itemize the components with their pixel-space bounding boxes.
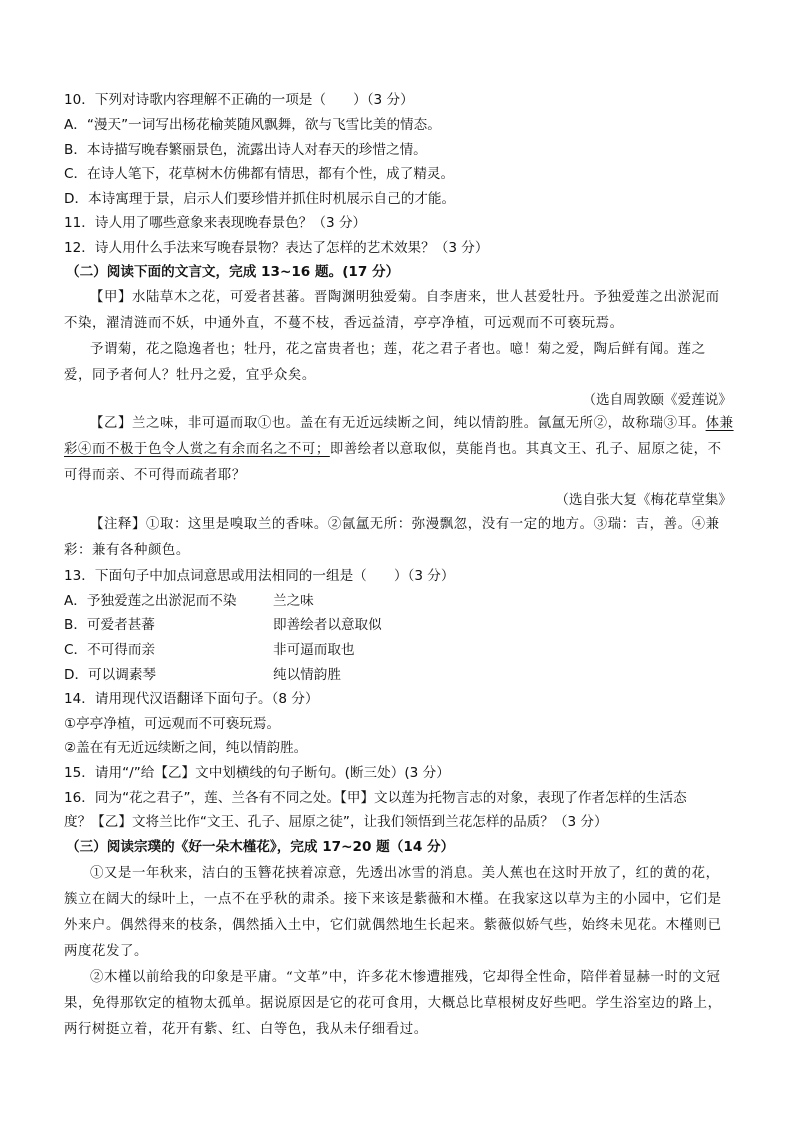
question-14-item-1: ①亭亭净植，可远观而不可亵玩焉。 bbox=[64, 716, 281, 732]
para-2-line-3: 两行树挺立着，花开有紫、红、白等色，我从未仔细看过。 bbox=[64, 1022, 428, 1037]
passage-yi-line-3: 可得而亲、不可得而疏者耶？ bbox=[64, 468, 246, 483]
section-2-title: （二）阅读下面的文言文，完成 13~16 题。(17 分） bbox=[66, 264, 400, 280]
option-d-left: D．可以调素琴 bbox=[64, 667, 157, 683]
question-16-line-2: 度？【乙】文将兰比作“文王、孔子、屈原之徒”，让我们领悟到兰花怎样的品质？（3 分） bbox=[64, 814, 608, 830]
option-b-left: B．可爱者甚蕃 bbox=[64, 617, 155, 633]
para-1-line-4: 两度花发了。 bbox=[64, 944, 148, 959]
passage-yi-underlined-start: 体兼 bbox=[705, 416, 734, 431]
question-10-option-b: B．本诗描写晚春繁丽景色，流露出诗人对春天的珍惜之情。 bbox=[64, 142, 427, 158]
para-1-line-3: 外来户。偶然得来的枝条，偶然插入土中，它们就偶然地生长起来。紫薇似娇气些，始终未见花。木槿则已 bbox=[64, 918, 722, 933]
option-c-right: 非可逼而取也 bbox=[273, 642, 355, 658]
question-10-option-a: A．“漫天”一词写出杨花榆荚随风飘舞，欲与飞雪比美的情态。 bbox=[64, 117, 441, 133]
passage-yi-line-1-text: 【乙】兰之味，非可逼而取①也。盖在有无近远续断之间，纯以情韵胜。氤氲无所②，故称瑞③耳。 bbox=[90, 416, 706, 431]
para-2-line-2: 果，免得那钦定的植物太孤单。据说原因是它的花可食用，大概总比草根树皮好些吧。学生浴室边的路上， bbox=[64, 996, 722, 1011]
passage-yi-line-1 bbox=[64, 414, 732, 434]
passage-jia-line-2: 不染，濯清涟而不妖，中通外直，不蔓不枝，香远益清，亭亭净植，可远观而不可亵玩焉。 bbox=[64, 316, 624, 331]
passage-jia-line-3: 予谓菊，花之隐逸者也；牡丹，花之富贵者也；莲，花之君子者也。噫！菊之爱，陶后鲜有闻。莲之 bbox=[90, 342, 706, 357]
option-c-left: C．不可得而亲 bbox=[64, 642, 156, 658]
notes-line-1: 【注释】①取：这里是嗅取兰的香味。②氤氲无所：弥漫飘忽，没有一定的地方。③瑞：吉，善。④兼 bbox=[90, 517, 720, 532]
question-13-option-b bbox=[64, 615, 732, 635]
question-13-option-d bbox=[64, 665, 732, 685]
option-a-left: A．予独爱莲之出淤泥而不染 bbox=[64, 593, 237, 609]
question-10-stem: 10．下列对诗歌内容理解不正确的一项是（ ）（3 分） bbox=[64, 92, 414, 108]
passage-jia-line-1: 【甲】水陆草木之花，可爱者甚蕃。晋陶渊明独爱菊。自李唐来，世人甚爱牡丹。予独爱莲之出淤泥而 bbox=[90, 290, 720, 305]
option-a-right: 兰之味 bbox=[273, 593, 314, 609]
para-1-line-1: ①又是一年秋来，洁白的玉簪花挟着凉意，先透出冰雪的消息。美人蕉也在这时开放了，红的黄的花， bbox=[90, 866, 720, 881]
question-13-stem: 13．下面句子中加点词意思或用法相同的一组是（ ）（3 分） bbox=[64, 568, 455, 584]
para-1-line-2: 簇立在阔大的绿叶上，一点不在乎秋的肃杀。接下来该是紫薇和木槿。在我家这以草为主的小园中，它们是 bbox=[64, 892, 722, 907]
question-11: 11．诗人用了哪些意象来表现晚春景色？（3 分） bbox=[64, 215, 367, 231]
option-b-right: 即善绘者以意取似 bbox=[273, 617, 382, 633]
section-3-title: （三）阅读宗璞的《好一朵木槿花》，完成 17~20 题（14 分） bbox=[66, 839, 455, 855]
question-16-line-1: 16．同为“花之君子”，莲、兰各有不同之处。【甲】文以莲为托物言志的对象，表现了作者怎样的生活态 bbox=[64, 790, 687, 806]
para-2-line-1: ②木槿以前给我的印象是平庸。“文革”中，许多花木惨遭摧残，它却得全性命，陪伴着显赫一时的文冠 bbox=[90, 970, 721, 985]
passage-yi-source: （选自张大复《梅花草堂集》 bbox=[555, 492, 732, 508]
passage-yi-underlined-sentence: 彩④而不极于色令人赏之有余而名之不可； bbox=[64, 442, 330, 457]
option-d-right: 纯以情韵胜 bbox=[273, 667, 341, 683]
question-10-option-d: D．本诗寓理于景，启示人们要珍惜并抓住时机展示自己的才能。 bbox=[64, 191, 456, 207]
question-13-option-c bbox=[64, 640, 732, 660]
passage-yi-line-2 bbox=[64, 440, 732, 460]
question-14-stem: 14．请用现代汉语翻译下面句子。（8 分） bbox=[64, 691, 319, 707]
question-12: 12．诗人用什么手法来写晚春景物？表达了怎样的艺术效果？（3 分） bbox=[64, 240, 489, 256]
question-13-option-a bbox=[64, 591, 732, 611]
passage-yi-line-2-text: 即善绘者以意取似，莫能肖也。其真文王、孔子、屈原之徒，不 bbox=[329, 442, 722, 457]
notes-line-2: 彩：兼有各种颜色。 bbox=[64, 543, 190, 558]
question-15: 15．请用“/”给【乙】文中划横线的句子断句。(断三处）(3 分） bbox=[64, 765, 450, 781]
question-14-item-2: ②盖在有无近远续断之间，纯以情韵胜。 bbox=[64, 740, 308, 756]
passage-jia-source: （选自周敦颐《爱莲说》 bbox=[582, 392, 732, 408]
passage-jia-line-4: 爱，同予者何人？牡丹之爱，宜乎众矣。 bbox=[64, 368, 316, 383]
question-10-option-c: C．在诗人笔下，花草树木仿佛都有情思，都有个性，成了精灵。 bbox=[64, 166, 455, 182]
